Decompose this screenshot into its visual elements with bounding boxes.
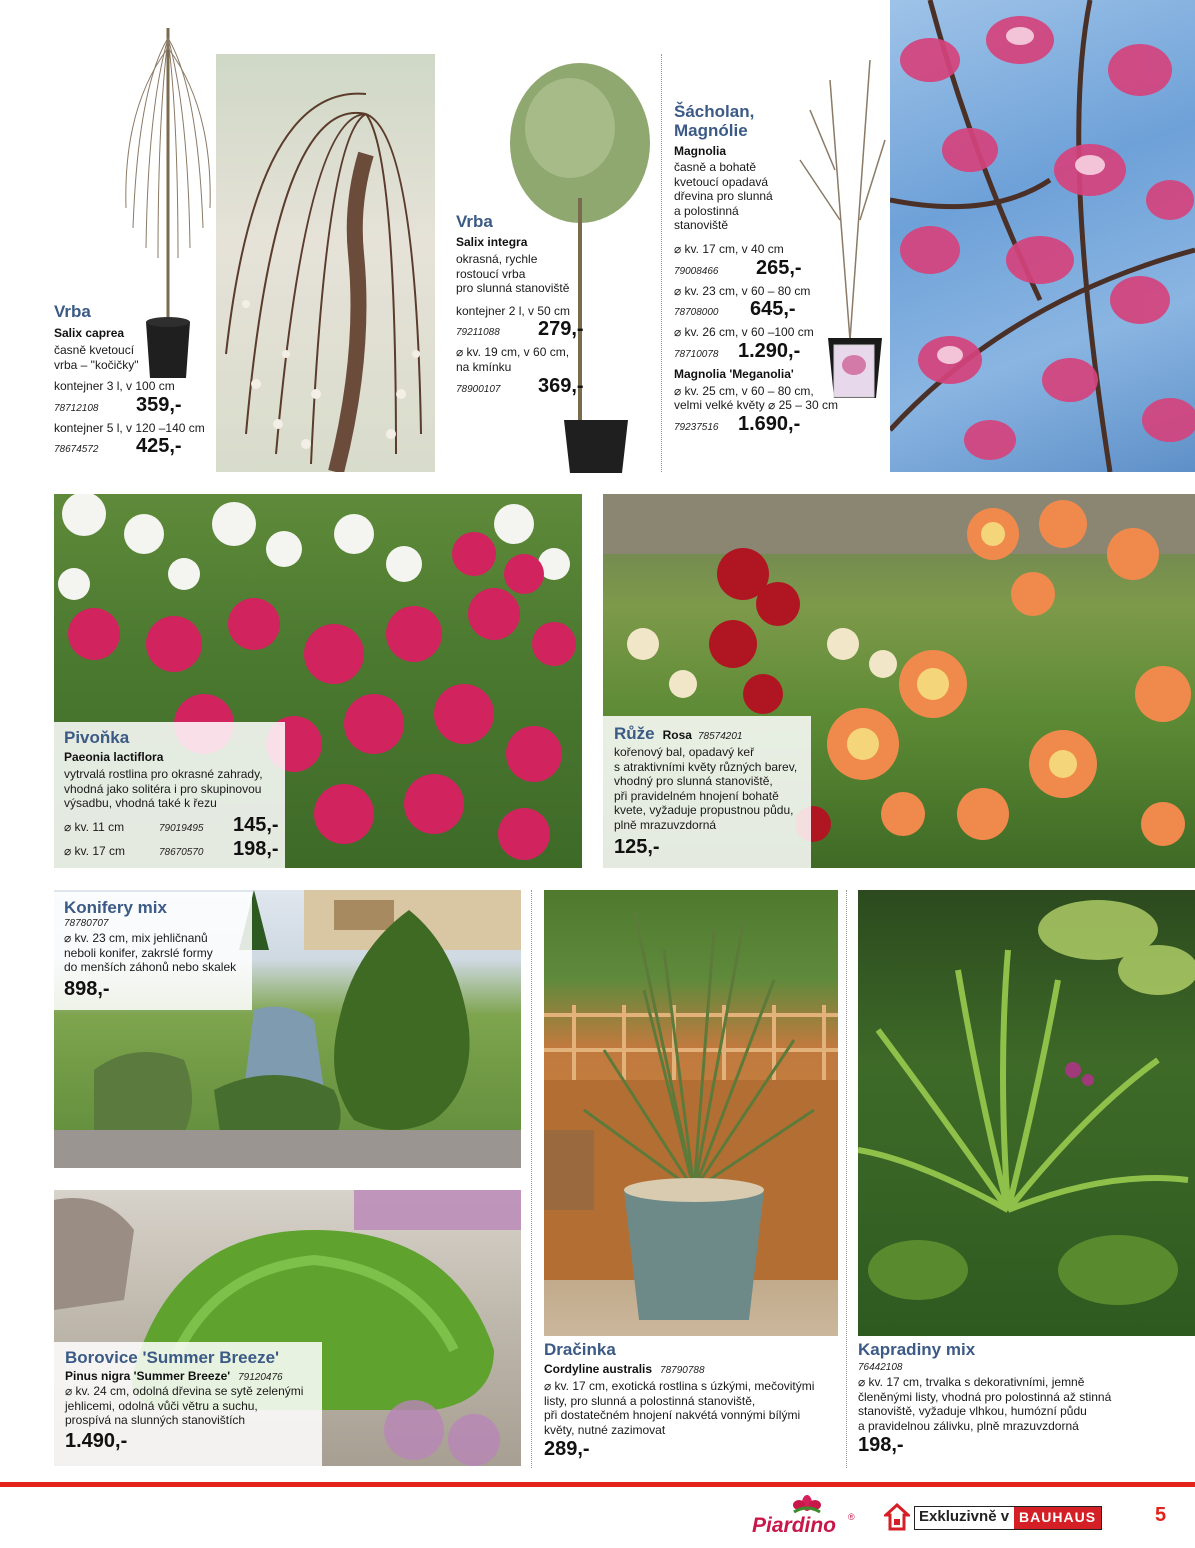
product-dracinka <box>544 1340 838 1461</box>
product-desc-line: okrasná, rychle <box>456 252 538 266</box>
variant-size: ⌀ kv. 23 cm, v 60 – 80 cm <box>674 283 811 298</box>
product-desc-line: prospívá na slunných stanovištích <box>65 1413 246 1428</box>
product-vrba-salix-integra <box>456 212 596 397</box>
variant-code: 78670570 <box>159 846 204 858</box>
product-title: Borovice 'Summer Breeze' <box>65 1348 280 1367</box>
variant-size: na kmínku <box>456 359 512 374</box>
product-heading-row <box>544 1362 838 1377</box>
product-desc-line: neboli konifer, zakrslé formy <box>64 945 213 960</box>
product-price: 898,- <box>64 977 110 1000</box>
magnolia-blossom-photo <box>890 0 1195 472</box>
product-desc-line: členěnými listy, vhodná pro polostinná až stinná <box>858 1389 1112 1404</box>
variant-code: 79019495 <box>159 822 204 834</box>
product-heading-row <box>614 724 811 743</box>
product-title: Vrba <box>54 302 91 321</box>
variant-price: 1.690,- <box>738 412 801 435</box>
product-borovice <box>54 1342 322 1466</box>
product-title: Šácholan, <box>674 102 755 121</box>
product-vrba-salix-caprea <box>54 302 224 457</box>
product-desc-line: při dostatečném hnojení nakvétá vonnými bílými <box>544 1408 801 1423</box>
product-desc-line: při pravidelném hnojení bohatě <box>614 788 779 803</box>
column-divider <box>531 890 532 1468</box>
product-desc-line: jehlicemi, odolná vůči větru a suchu, <box>65 1398 258 1413</box>
product-desc-line: kořenový bal, opadavý keř <box>614 745 755 759</box>
variant-row <box>64 838 285 862</box>
variant-row <box>674 298 844 320</box>
product-desc-line: výsadbu, vhodná také k řezu <box>64 796 217 811</box>
variant-size: ⌀ kv. 26 cm, v 60 –100 cm <box>674 325 814 340</box>
product-desc-line: kvete, vyžaduje propustnou půdu, <box>614 803 794 818</box>
variant-size: kontejner 5 l, v 120 –140 cm <box>54 420 205 435</box>
flower-logo-icon <box>786 1494 828 1516</box>
variant-row <box>64 814 285 838</box>
product-desc-line: vytrvalá rostlina pro okrasné zahrady, <box>64 767 263 781</box>
product-latin-name: Magnolia <box>674 144 727 158</box>
variant-code: 79008466 <box>674 265 719 277</box>
product-latin-name: Paeonia lactiflora <box>64 750 164 764</box>
footer-red-rule <box>0 1482 1195 1487</box>
variant-price: 279,- <box>538 318 584 341</box>
variant-size: kontejner 3 l, v 100 cm <box>54 379 175 394</box>
product-desc-line: kvetoucí opadavá <box>674 174 769 189</box>
exclusive-badge <box>914 1506 1102 1530</box>
product-code: 76442108 <box>858 1362 903 1373</box>
variant-size: velmi velké květy ⌀ 25 – 30 cm <box>674 398 838 413</box>
product-title: Pivoňka <box>64 728 130 747</box>
column-divider <box>846 890 847 1468</box>
product-price: 289,- <box>544 1438 590 1461</box>
piardino-wordmark: Piardino <box>752 1514 837 1537</box>
bauhaus-house-icon <box>884 1503 910 1531</box>
product-title: Dračinka <box>544 1340 616 1359</box>
variant-size: kontejner 2 l, v 50 cm <box>456 303 571 318</box>
product-price: 125,- <box>614 835 660 858</box>
piardino-logo <box>752 1494 862 1538</box>
product-price: 198,- <box>858 1434 904 1457</box>
product-latin-name: Cordyline australis <box>544 1362 653 1376</box>
variant-row <box>456 318 596 340</box>
product-desc-line: vrba – "kočičky" <box>54 357 139 372</box>
product-desc-line: listy, pro slunná a polostinná stanoviště, <box>544 1393 756 1408</box>
product-desc-line: časně kvetoucí <box>54 343 135 357</box>
product-pivonka <box>54 722 285 868</box>
product-title: Magnólie <box>674 121 748 140</box>
variant-price: 265,- <box>756 256 802 279</box>
product-code: 79120476 <box>238 1372 283 1383</box>
variant-price: 425,- <box>136 435 182 458</box>
product-desc-line: ⌀ kv. 23 cm, mix jehličnanů <box>64 931 208 945</box>
variant-price: 369,- <box>538 374 584 397</box>
product-desc-line: a polostinná <box>674 203 739 218</box>
variant-code: 79237516 <box>674 421 719 433</box>
willow-closeup-photo <box>216 54 435 472</box>
product-desc-line: vhodná jako solitéra i pro skupinovou <box>64 781 262 796</box>
variant-row <box>674 340 844 362</box>
variant-row <box>674 257 844 279</box>
product-desc-line: stanoviště <box>674 218 729 233</box>
product-desc-line: rostoucí vrba <box>456 266 526 281</box>
product-desc-line: a pravidelnou zálivku, plně mrazuvzdorná <box>858 1418 1079 1433</box>
product-desc-line: pro slunná stanoviště <box>456 281 570 296</box>
variant-price: 198,- <box>233 837 279 860</box>
product-title: Vrba <box>456 212 493 231</box>
product-price: 1.490,- <box>65 1429 128 1452</box>
variant-row <box>456 375 596 397</box>
variant-code: 78900107 <box>456 383 501 395</box>
column-divider <box>661 54 662 472</box>
product-latin-name: Salix caprea <box>54 326 125 340</box>
variant-price: 359,- <box>136 393 182 416</box>
variant-code: 78674572 <box>54 444 99 456</box>
product-desc-line: s atraktivními květy různých barev, <box>614 759 798 774</box>
variant-size: ⌀ kv. 25 cm, v 60 – 80 cm, <box>674 383 814 398</box>
cordyline-photo <box>544 890 838 1336</box>
product-magnolie <box>674 102 844 435</box>
product-code: 78780707 <box>64 918 109 929</box>
product-desc-line: do menších záhonů nebo skalek <box>64 960 237 975</box>
variant-code: 78710078 <box>674 348 719 360</box>
variant-row <box>54 394 224 416</box>
variant-price: 1.290,- <box>738 339 801 362</box>
fern-photo <box>858 890 1195 1336</box>
variant-price: 145,- <box>233 813 279 836</box>
registered-mark: ® <box>848 1512 855 1522</box>
variant-row <box>54 435 224 457</box>
variant-size: ⌀ kv. 11 cm <box>64 819 125 834</box>
product-code: 78790788 <box>660 1365 705 1376</box>
product-title: Kapradiny mix <box>858 1340 976 1359</box>
page-number: 5 <box>1155 1504 1167 1526</box>
product-desc-line: časně a bohatě <box>674 160 757 174</box>
product-code: 78574201 <box>697 731 743 742</box>
product-desc-line: plně mrazuvzdorná <box>614 817 717 832</box>
product-heading-row <box>65 1369 322 1384</box>
product-title: Růže <box>614 724 655 743</box>
product-desc-line: dřevina pro slunná <box>674 189 773 204</box>
exclusive-text: Exkluzivně v <box>915 1507 1014 1529</box>
product-desc-line: stanoviště, vyžaduje vlhkou, humózní půdu <box>858 1404 1087 1419</box>
product-desc-line: ⌀ kv. 24 cm, odolná dřevina se sytě zelenými <box>65 1384 304 1398</box>
product-desc-line: květy, nutné zazimovat <box>544 1422 666 1437</box>
product-latin-name: Rosa <box>662 728 692 742</box>
product-desc-line: ⌀ kv. 17 cm, trvalka s dekorativními, jemně <box>858 1375 1085 1389</box>
product-desc-line: vhodný pro slunná stanoviště, <box>614 774 773 789</box>
product-title: Konifery mix <box>64 898 167 917</box>
variety-name: Magnolia 'Meganolia' <box>674 366 794 381</box>
variant-code: 79211088 <box>456 327 500 339</box>
product-konifery <box>54 892 252 1010</box>
variant-size: ⌀ kv. 17 cm, v 40 cm <box>674 241 784 256</box>
product-latin-name: Pinus nigra 'Summer Breeze' <box>65 1369 231 1383</box>
variant-code: 78708000 <box>674 307 719 319</box>
variant-row <box>674 413 844 435</box>
product-latin-name: Salix integra <box>456 235 528 249</box>
variant-code: 78712108 <box>54 402 99 414</box>
variant-price: 645,- <box>750 298 796 321</box>
product-desc-line: ⌀ kv. 17 cm, exotická rostlina s úzkými, mečovitými <box>544 1379 815 1393</box>
product-ruze <box>603 716 811 868</box>
product-kapradiny <box>858 1340 1195 1457</box>
bauhaus-logo: BAUHAUS <box>1014 1507 1101 1529</box>
variant-size: ⌀ kv. 17 cm <box>64 843 126 858</box>
variant-size: ⌀ kv. 19 cm, v 60 cm, <box>456 345 570 360</box>
